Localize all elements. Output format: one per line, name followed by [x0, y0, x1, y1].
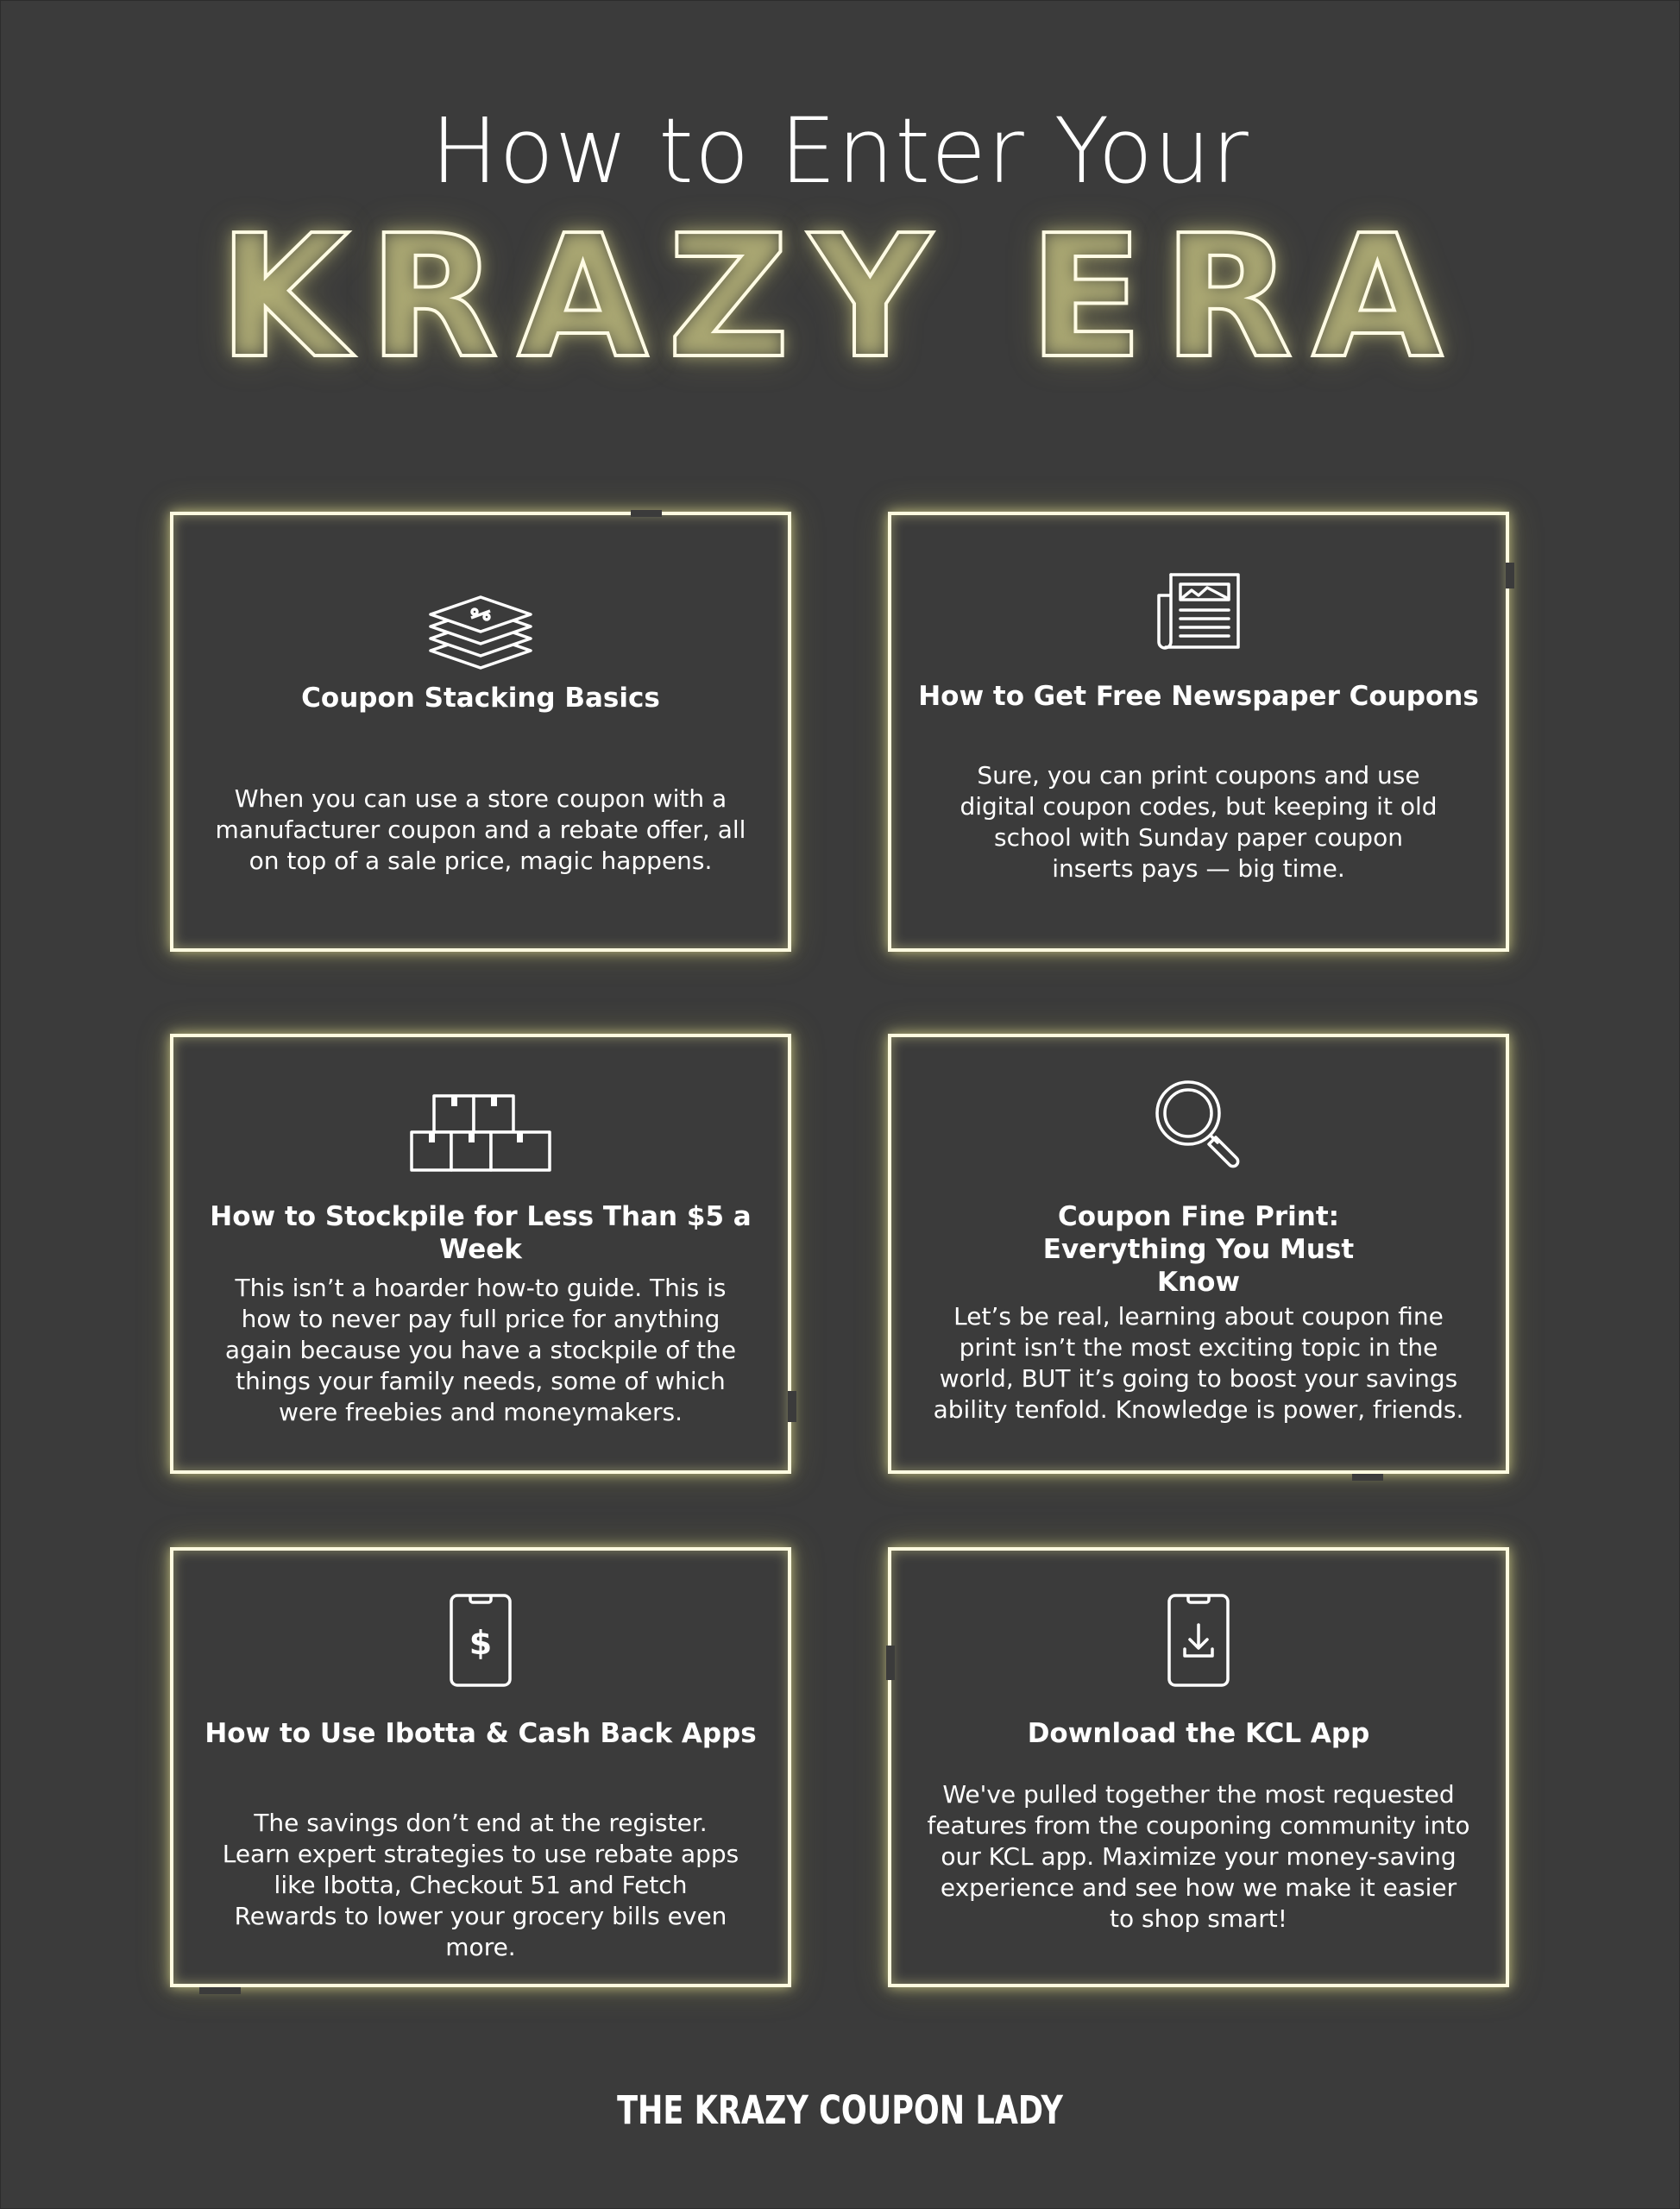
neon-gap: [788, 1391, 796, 1422]
svg-text:$: $: [469, 1624, 493, 1662]
heading-line-1: How to Enter Your: [431, 98, 1249, 204]
card-stockpile[interactable]: [170, 1034, 791, 1474]
card-text: When you can use a store coupon with a manufacturer coupon and a rebate offer, all on top of a sale price, magic happens.: [215, 784, 746, 875]
phone-download-icon: [1166, 1592, 1231, 1689]
card-text: Let’s be real, learning about coupon fine print isn’t the most exciting topic in the world, BUT it’s going to boost your savings ability tenfold. Knowledge is power, friends.: [933, 1302, 1464, 1424]
card-kcl-app[interactable]: [888, 1547, 1509, 1987]
card-newspaper-coupons[interactable]: [888, 512, 1509, 952]
card-coupon-stacking[interactable]: [170, 512, 791, 952]
card-title: Coupon Fine Print: Everything You Must Know: [1042, 1201, 1355, 1298]
magnifying-glass-icon: [1150, 1077, 1247, 1174]
card-text: This isn’t a hoarder how-to guide. This is how to never pay full price for anything again because you have a stockpile of the things your family needs, some of which were freebies and moneymakers.: [224, 1274, 737, 1426]
card-title: Coupon Stacking Basics: [301, 683, 660, 714]
card-text: Sure, you can print coupons and use digital coupon codes, but keeping it old school with Sunday paper coupon inserts pays — big time.: [960, 761, 1438, 883]
neon-gap: [199, 1987, 241, 1994]
newspaper-icon: [1154, 570, 1243, 654]
card-title: How to Get Free Newspaper Coupons: [918, 681, 1479, 712]
brand-logo: THE KRAZY COUPON LADY: [617, 2087, 1063, 2133]
card-text: The savings don’t end at the register. Learn expert strategies to use rebate apps like Ibotta, Checkout 51 and Fetch Rewards to lower your grocery bills even more.: [222, 1809, 739, 1961]
heading-neon-title: KRAZY ERA: [217, 199, 1463, 396]
stacked-boxes-icon: [408, 1092, 553, 1174]
neon-gap: [1352, 1474, 1383, 1481]
card-cash-back-apps[interactable]: [170, 1547, 791, 1987]
card-title: How to Use Ibotta & Cash Back Apps: [204, 1718, 757, 1749]
phone-dollar-icon: [448, 1592, 513, 1689]
neon-gap: [886, 1646, 895, 1680]
neon-gap: [1506, 563, 1514, 588]
card-text: We've pulled together the most requested features from the couponing community into our KCL app. Maximize your money-saving experience and see how we make it easier to shop smart!: [927, 1780, 1470, 1933]
stacked-coupons-icon: [427, 588, 534, 671]
card-fine-print[interactable]: [888, 1034, 1509, 1474]
neon-gap: [631, 510, 662, 517]
card-title: Download the KCL App: [1027, 1718, 1370, 1749]
card-title: How to Stockpile for Less Than $5 a Week: [210, 1201, 752, 1265]
